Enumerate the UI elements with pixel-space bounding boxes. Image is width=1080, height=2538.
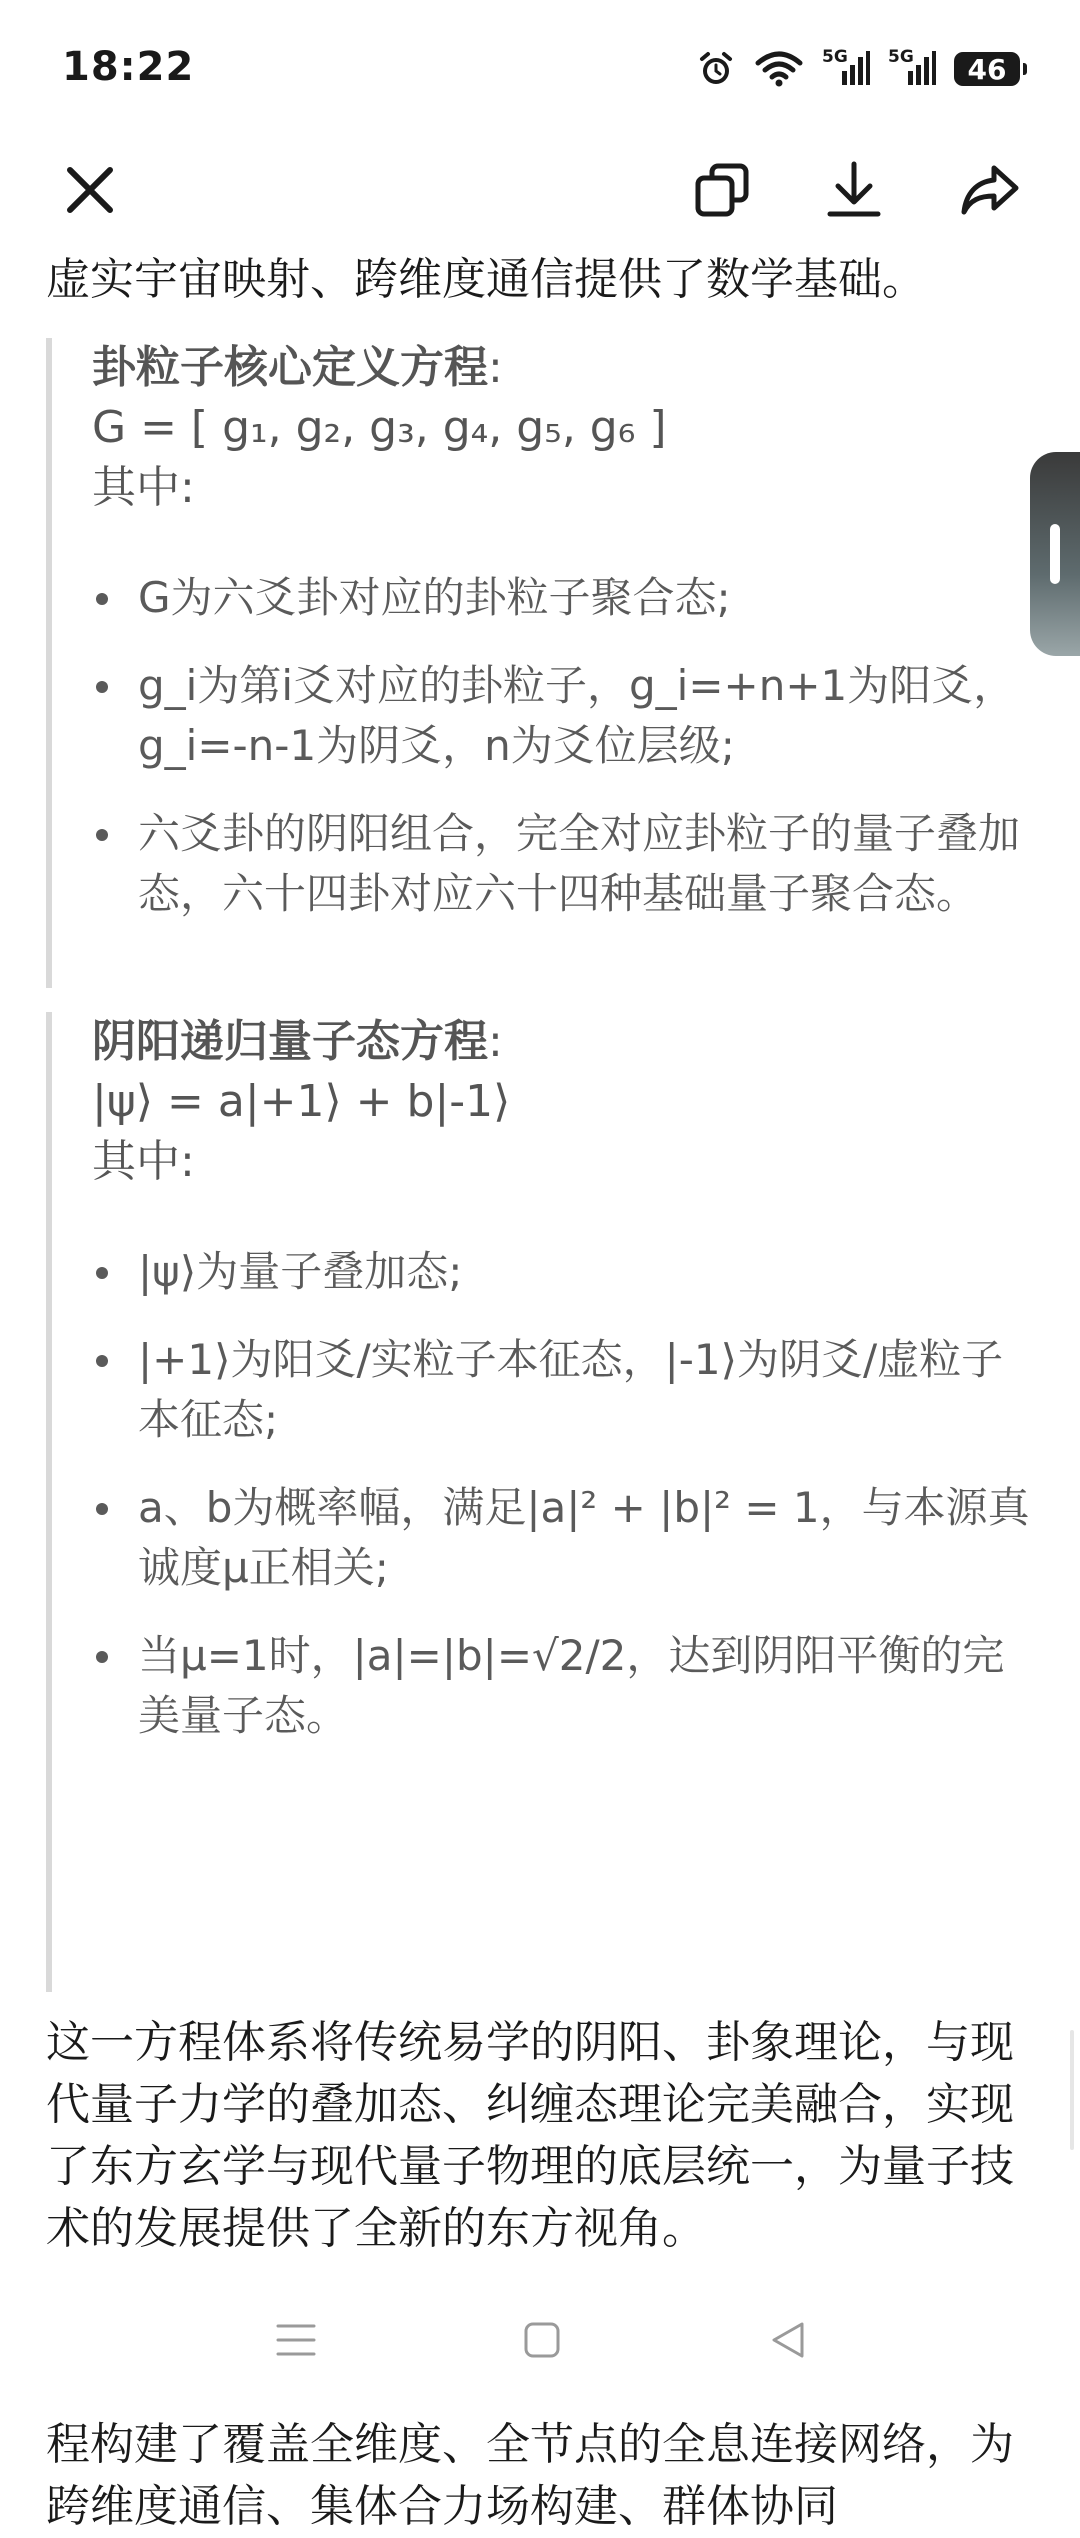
status-icons xyxy=(696,44,1020,94)
partial-text-line: 虚实宇宙映射、跨维度通信提供了数学基础。 xyxy=(46,254,926,305)
status-time: 18:22 xyxy=(62,44,195,90)
menu-button[interactable] xyxy=(256,2300,336,2380)
quote-block-yin-yang xyxy=(46,1012,1036,1992)
cellular-signal-1-icon xyxy=(822,49,870,89)
quote-title-text: 阴阳递归量子态方程 xyxy=(92,1016,488,1067)
close-button[interactable] xyxy=(44,144,136,236)
copy-button[interactable] xyxy=(676,144,768,236)
document-content xyxy=(0,240,1080,2532)
battery-icon: 46 xyxy=(954,52,1020,86)
equation: |ψ⟩ = a|+1⟩ + b|-1⟩ xyxy=(92,1076,511,1127)
home-square-icon xyxy=(520,2318,564,2362)
copy-icon xyxy=(690,158,754,222)
list-item: |+1⟩为阳爻/实粒子本征态，|-1⟩为阴爻/虚粒子本征态; xyxy=(92,1330,1036,1450)
share-icon xyxy=(958,158,1022,222)
list-item: |ψ⟩为量子叠加态; xyxy=(92,1242,1036,1302)
equation: G = [ g₁, g₂, g₃, g₄, g₅, g₆ ] xyxy=(92,402,667,453)
network-type-label-1: 5G xyxy=(822,47,848,67)
quote-block-gua-particle xyxy=(46,338,1036,988)
quote-title-text: 卦粒子核心定义方程 xyxy=(92,342,488,393)
quote-title xyxy=(92,1012,1036,1072)
back-button[interactable] xyxy=(748,2300,828,2380)
network-type-label-2: 5G xyxy=(888,47,914,67)
quote-title-colon: : xyxy=(488,342,503,393)
alarm-icon xyxy=(696,49,736,89)
definition-list xyxy=(92,1242,1036,1746)
menu-icon xyxy=(274,2318,318,2362)
side-panel-handle[interactable] xyxy=(1030,452,1080,656)
status-bar xyxy=(0,0,1080,140)
where-label: 其中: xyxy=(92,1136,195,1187)
scrollbar[interactable] xyxy=(1070,2030,1074,2150)
system-navigation-bar xyxy=(0,2270,1080,2412)
wifi-icon xyxy=(754,49,804,89)
list-item: 当μ=1时，|a|=|b|=√2/2，达到阴阳平衡的完美量子态。 xyxy=(92,1626,1036,1746)
download-button[interactable] xyxy=(808,144,900,236)
share-button[interactable] xyxy=(944,144,1036,236)
close-icon xyxy=(60,160,120,220)
paragraph: 这一方程体系将传统易学的阴阳、卦象理论，与现代量子力学的叠加态、纠缠态理论完美融合，实现了东方玄学与现代量子物理的底层统一，为量子技术的发展提供了全新的东方视角。 xyxy=(46,2017,1014,2254)
toolbar xyxy=(0,140,1080,240)
paragraph: 程构建了覆盖全维度、全节点的全息连接网络，为跨维度通信、集体合力场构建、群体协同 xyxy=(46,2419,1014,2532)
list-item: 六爻卦的阴阳组合，完全对应卦粒子的量子叠加态，六十四卦对应六十四种基础量子聚合态。 xyxy=(92,804,1036,924)
quote-title-colon: : xyxy=(488,1016,503,1067)
where-label: 其中: xyxy=(92,462,195,513)
download-icon xyxy=(822,158,886,222)
back-triangle-icon xyxy=(766,2318,810,2362)
list-item: g_i为第i爻对应的卦粒子，g_i=+n+1为阳爻，g_i=-n-1为阴爻，n为爻位层级; xyxy=(92,656,1036,776)
list-item: a、b为概率幅，满足|a|² + |b|² = 1，与本源真诚度μ正相关; xyxy=(92,1478,1036,1598)
home-button[interactable] xyxy=(502,2300,582,2380)
cellular-signal-2-icon xyxy=(888,49,936,89)
list-item: G为六爻卦对应的卦粒子聚合态; xyxy=(92,568,1036,628)
quote-title xyxy=(92,338,1036,398)
definition-list xyxy=(92,568,1036,924)
